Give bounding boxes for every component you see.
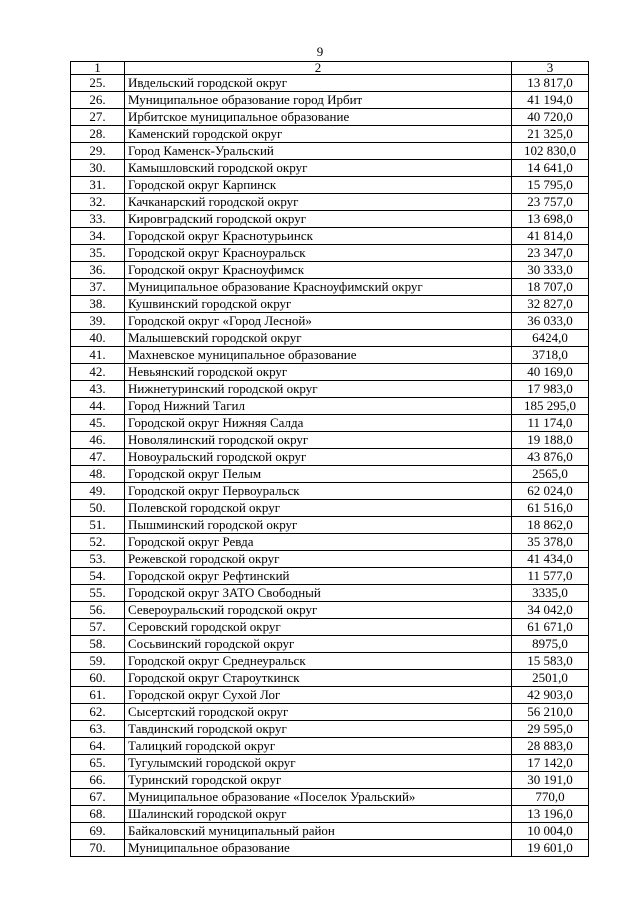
table-row (71, 653, 589, 670)
row-number-cell: 42. (71, 364, 125, 381)
table-row (71, 534, 589, 551)
municipality-name-cell: Махневское муниципальное образование (125, 347, 512, 364)
amount-cell: 56 210,0 (512, 704, 589, 721)
municipality-name-cell: Серовский городской округ (125, 619, 512, 636)
amount-cell: 61 516,0 (512, 500, 589, 517)
municipality-name-cell: Сысертский городской округ (125, 704, 512, 721)
table-row (71, 806, 589, 823)
row-number-cell: 27. (71, 109, 125, 126)
header-cell-amount: 3 (512, 62, 589, 75)
table-row (71, 109, 589, 126)
table-row (71, 738, 589, 755)
amount-cell: 3335,0 (512, 585, 589, 602)
amount-cell: 41 194,0 (512, 92, 589, 109)
row-number-cell: 55. (71, 585, 125, 602)
municipality-name-cell: Городской округ Красноуфимск (125, 262, 512, 279)
municipality-name-cell: Новолялинский городской округ (125, 432, 512, 449)
amount-cell: 40 720,0 (512, 109, 589, 126)
municipality-name-cell: Ирбитское муниципальное образование (125, 109, 512, 126)
table-row (71, 381, 589, 398)
row-number-cell: 46. (71, 432, 125, 449)
row-number-cell: 56. (71, 602, 125, 619)
row-number-cell: 69. (71, 823, 125, 840)
amount-cell: 102 830,0 (512, 143, 589, 160)
municipality-name-cell: Городской округ Ревда (125, 534, 512, 551)
municipality-name-cell: Кировградский городской округ (125, 211, 512, 228)
municipality-name-cell: Невьянский городской округ (125, 364, 512, 381)
amount-cell: 2565,0 (512, 466, 589, 483)
amount-cell: 23 757,0 (512, 194, 589, 211)
table-row (71, 721, 589, 738)
table-row (71, 483, 589, 500)
table-row (71, 789, 589, 806)
amount-cell: 17 142,0 (512, 755, 589, 772)
row-number-cell: 35. (71, 245, 125, 262)
table-row (71, 619, 589, 636)
row-number-cell: 66. (71, 772, 125, 789)
table-row (71, 772, 589, 789)
row-number-cell: 47. (71, 449, 125, 466)
municipality-name-cell: Городской округ Карпинск (125, 177, 512, 194)
municipality-name-cell: Североуральский городской округ (125, 602, 512, 619)
row-number-cell: 49. (71, 483, 125, 500)
table-row (71, 296, 589, 313)
row-number-cell: 68. (71, 806, 125, 823)
municipality-name-cell: Городской округ Нижняя Салда (125, 415, 512, 432)
table-row (71, 75, 589, 92)
row-number-cell: 28. (71, 126, 125, 143)
table-row (71, 585, 589, 602)
municipality-name-cell: Муниципальное образование Красноуфимский округ (125, 279, 512, 296)
amount-cell: 14 641,0 (512, 160, 589, 177)
table-row (71, 687, 589, 704)
table-row (71, 670, 589, 687)
municipality-name-cell: Талицкий городской округ (125, 738, 512, 755)
municipality-name-cell: Ивдельский городской округ (125, 75, 512, 92)
amount-cell: 18 707,0 (512, 279, 589, 296)
row-number-cell: 25. (71, 75, 125, 92)
municipality-name-cell: Байкаловский муниципальный район (125, 823, 512, 840)
municipality-name-cell: Городской округ Первоуральск (125, 483, 512, 500)
table-row (71, 143, 589, 160)
table-row (71, 398, 589, 415)
amount-cell: 13 196,0 (512, 806, 589, 823)
table-header-row (71, 62, 589, 75)
row-number-cell: 32. (71, 194, 125, 211)
amount-cell: 3718,0 (512, 347, 589, 364)
table-row (71, 823, 589, 840)
amount-cell: 17 983,0 (512, 381, 589, 398)
row-number-cell: 39. (71, 313, 125, 330)
row-number-cell: 63. (71, 721, 125, 738)
amount-cell: 30 191,0 (512, 772, 589, 789)
table-row (71, 602, 589, 619)
amount-cell: 41 434,0 (512, 551, 589, 568)
row-number-cell: 57. (71, 619, 125, 636)
amount-cell: 19 188,0 (512, 432, 589, 449)
amount-cell: 185 295,0 (512, 398, 589, 415)
municipality-name-cell: Каменский городской округ (125, 126, 512, 143)
table-row (71, 194, 589, 211)
row-number-cell: 48. (71, 466, 125, 483)
row-number-cell: 44. (71, 398, 125, 415)
municipality-name-cell: Городской округ Сухой Лог (125, 687, 512, 704)
table-row (71, 211, 589, 228)
table-row (71, 347, 589, 364)
table-row (71, 279, 589, 296)
amount-cell: 28 883,0 (512, 738, 589, 755)
municipality-name-cell: Городской округ Староуткинск (125, 670, 512, 687)
municipality-name-cell: Городской округ Рефтинский (125, 568, 512, 585)
amount-cell: 34 042,0 (512, 602, 589, 619)
table-row (71, 126, 589, 143)
table-row (71, 313, 589, 330)
row-number-cell: 60. (71, 670, 125, 687)
amount-cell: 61 671,0 (512, 619, 589, 636)
row-number-cell: 41. (71, 347, 125, 364)
municipality-name-cell: Тавдинский городской округ (125, 721, 512, 738)
row-number-cell: 54. (71, 568, 125, 585)
amount-cell: 21 325,0 (512, 126, 589, 143)
table-row (71, 160, 589, 177)
amount-cell: 11 174,0 (512, 415, 589, 432)
municipality-name-cell: Муниципальное образование (125, 840, 512, 857)
table-row (71, 466, 589, 483)
amount-cell: 36 033,0 (512, 313, 589, 330)
row-number-cell: 30. (71, 160, 125, 177)
table-row (71, 415, 589, 432)
amount-cell: 62 024,0 (512, 483, 589, 500)
municipality-name-cell: Городской округ Краснотурьинск (125, 228, 512, 245)
table-row (71, 432, 589, 449)
row-number-cell: 43. (71, 381, 125, 398)
row-number-cell: 70. (71, 840, 125, 857)
amount-cell: 29 595,0 (512, 721, 589, 738)
header-cell-name: 2 (125, 62, 512, 75)
amount-cell: 19 601,0 (512, 840, 589, 857)
municipality-name-cell: Городской округ «Город Лесной» (125, 313, 512, 330)
table-body (71, 62, 589, 857)
amount-cell: 35 378,0 (512, 534, 589, 551)
municipality-name-cell: Городской округ ЗАТО Свободный (125, 585, 512, 602)
municipality-name-cell: Город Нижний Тагил (125, 398, 512, 415)
municipality-name-cell: Нижнетуринский городской округ (125, 381, 512, 398)
row-number-cell: 58. (71, 636, 125, 653)
table-row (71, 500, 589, 517)
page-number: 9 (316, 44, 324, 59)
amount-cell: 2501,0 (512, 670, 589, 687)
municipality-name-cell: Тугулымский городской округ (125, 755, 512, 772)
municipality-name-cell: Город Каменск-Уральский (125, 143, 512, 160)
row-number-cell: 65. (71, 755, 125, 772)
municipality-name-cell: Малышевский городской округ (125, 330, 512, 347)
municipality-name-cell: Муниципальное образование «Поселок Уральский» (125, 789, 512, 806)
municipality-name-cell: Городской округ Красноуральск (125, 245, 512, 262)
municipality-name-cell: Городской округ Среднеуральск (125, 653, 512, 670)
table-row (71, 568, 589, 585)
amount-cell: 13 698,0 (512, 211, 589, 228)
municipality-name-cell: Камышловский городской округ (125, 160, 512, 177)
row-number-cell: 31. (71, 177, 125, 194)
row-number-cell: 61. (71, 687, 125, 704)
row-number-cell: 53. (71, 551, 125, 568)
municipality-name-cell: Режевской городской округ (125, 551, 512, 568)
amount-cell: 15 795,0 (512, 177, 589, 194)
table-row (71, 330, 589, 347)
municipality-name-cell: Туринский городской округ (125, 772, 512, 789)
amount-cell: 8975,0 (512, 636, 589, 653)
amount-cell: 30 333,0 (512, 262, 589, 279)
header-cell-number: 1 (71, 62, 125, 75)
municipality-name-cell: Кушвинский городской округ (125, 296, 512, 313)
amount-cell: 43 876,0 (512, 449, 589, 466)
municipality-name-cell: Пышминский городской округ (125, 517, 512, 534)
amount-cell: 42 903,0 (512, 687, 589, 704)
amount-cell: 13 817,0 (512, 75, 589, 92)
row-number-cell: 38. (71, 296, 125, 313)
amount-cell: 10 004,0 (512, 823, 589, 840)
amount-cell: 32 827,0 (512, 296, 589, 313)
municipality-name-cell: Муниципальное образование город Ирбит (125, 92, 512, 109)
municipality-name-cell: Шалинский городской округ (125, 806, 512, 823)
table-row (71, 245, 589, 262)
amount-cell: 40 169,0 (512, 364, 589, 381)
municipality-name-cell: Сосьвинский городской округ (125, 636, 512, 653)
amount-cell: 41 814,0 (512, 228, 589, 245)
table-row (71, 636, 589, 653)
row-number-cell: 33. (71, 211, 125, 228)
amount-cell: 11 577,0 (512, 568, 589, 585)
table-row (71, 92, 589, 109)
amount-cell: 18 862,0 (512, 517, 589, 534)
amount-cell: 23 347,0 (512, 245, 589, 262)
row-number-cell: 45. (71, 415, 125, 432)
row-number-cell: 52. (71, 534, 125, 551)
row-number-cell: 51. (71, 517, 125, 534)
municipality-name-cell: Полевской городской округ (125, 500, 512, 517)
amount-cell: 770,0 (512, 789, 589, 806)
table-row (71, 449, 589, 466)
table-row (71, 262, 589, 279)
amount-cell: 6424,0 (512, 330, 589, 347)
municipality-name-cell: Качканарский городской округ (125, 194, 512, 211)
table-row (71, 228, 589, 245)
row-number-cell: 62. (71, 704, 125, 721)
row-number-cell: 36. (71, 262, 125, 279)
row-number-cell: 26. (71, 92, 125, 109)
municipality-name-cell: Городской округ Пелым (125, 466, 512, 483)
row-number-cell: 64. (71, 738, 125, 755)
municipality-name-cell: Новоуральский городской округ (125, 449, 512, 466)
table-row (71, 517, 589, 534)
table-row (71, 551, 589, 568)
table-row (71, 840, 589, 857)
table-row (71, 364, 589, 381)
row-number-cell: 50. (71, 500, 125, 517)
table-row (71, 177, 589, 194)
row-number-cell: 59. (71, 653, 125, 670)
table-row (71, 704, 589, 721)
allocation-table (70, 61, 589, 857)
row-number-cell: 29. (71, 143, 125, 160)
row-number-cell: 40. (71, 330, 125, 347)
table-row (71, 755, 589, 772)
row-number-cell: 37. (71, 279, 125, 296)
row-number-cell: 34. (71, 228, 125, 245)
row-number-cell: 67. (71, 789, 125, 806)
amount-cell: 15 583,0 (512, 653, 589, 670)
